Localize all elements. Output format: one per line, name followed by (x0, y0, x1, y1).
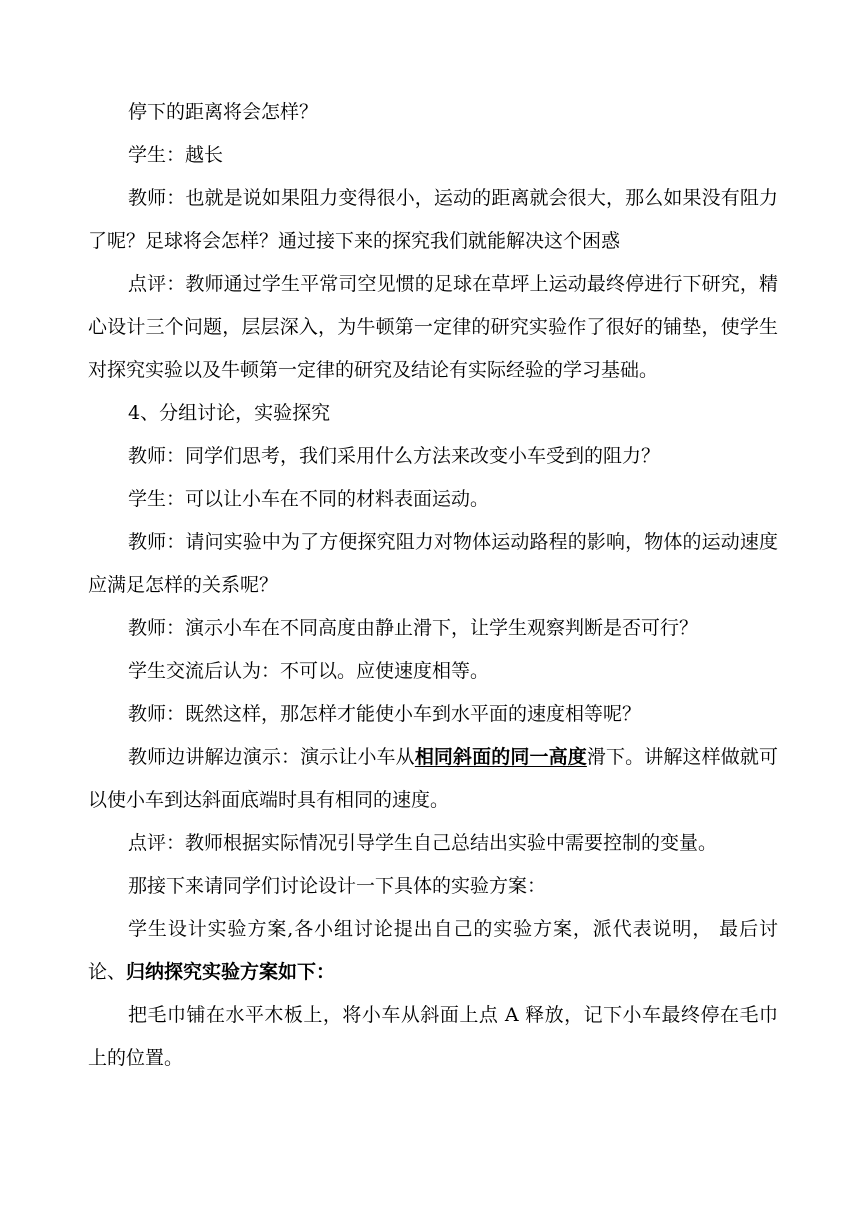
paragraph-8: 教师：请问实验中为了方便探究阻力对物体运动路程的影响，物体的运动速度应满足怎样的关系呢？ (88, 531, 778, 596)
paragraph-10: 学生交流后认为：不可以。应使速度相等。 (128, 660, 490, 682)
paragraph-12-text-end: 滑下。讲解这样做就可以使小车到达斜面底端时具有相同的速度。 (88, 746, 778, 811)
paragraph-12-text-start: 教师边讲解边演示：演示让小车从 (128, 746, 415, 768)
paragraph-1: 停下的距离将会怎样？ (128, 101, 319, 123)
paragraph-15-text-start: 学生设计实验方案,各小组讨论提出自己的实验方案，派代表说明， 最后讨论、 (88, 918, 778, 983)
paragraph-11: 教师：既然这样，那怎样才能使小车到水平面的速度相等呢？ (128, 703, 642, 725)
paragraph-12 (88, 736, 778, 822)
paragraph-5-heading: 4、分组讨论，实验探究 (128, 402, 331, 424)
paragraph-6: 教师：同学们思考，我们采用什么方法来改变小车受到的阻力？ (128, 445, 661, 467)
paragraph-16: 把毛巾铺在水平木板上，将小车从斜面上点 A 释放，记下小车最终停在毛巾上的位置。 (88, 1004, 778, 1069)
paragraph-13: 点评：教师根据实际情况引导学生自己总结出实验中需要控制的变量。 (128, 832, 718, 854)
paragraph-12-emphasis: 相同斜面的同一高度 (414, 746, 587, 768)
paragraph-15-emphasis: 归纳探究实验方案如下： (126, 961, 336, 983)
paragraph-7: 学生：可以让小车在不同的材料表面运动。 (128, 488, 490, 510)
paragraph-15 (88, 908, 778, 994)
paragraph-14: 那接下来请同学们讨论设计一下具体的实验方案： (128, 875, 547, 897)
paragraph-4: 点评：教师通过学生平常司空见惯的足球在草坪上运动最终停进行下研究，精心设计三个问题，层层深入，为牛顿第一定律的研究实验作了很好的铺垫，使学生对探究实验以及牛顿第一定律的研究及结论有实际经验的学习基础。 (88, 273, 778, 381)
paragraph-2: 学生：越长 (128, 144, 224, 166)
paragraph-3: 教师：也就是说如果阻力变得很小，运动的距离就会很大，那么如果没有阻力了呢？足球将会怎样？通过接下来的探究我们就能解决这个困惑 (88, 187, 778, 252)
paragraph-9: 教师：演示小车在不同高度由静止滑下，让学生观察判断是否可行？ (128, 617, 699, 639)
